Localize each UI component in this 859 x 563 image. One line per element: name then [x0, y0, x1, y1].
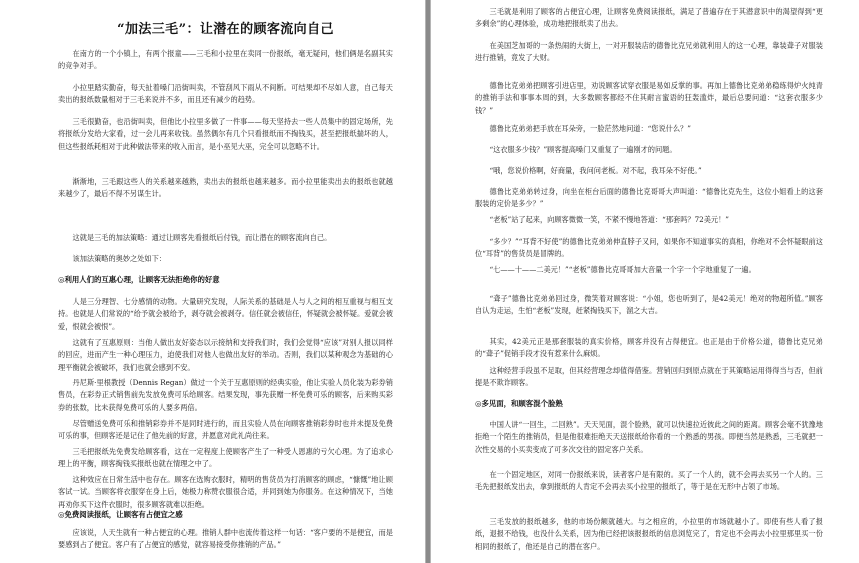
paragraph: “七——十——二美元！”“老板”德鲁比克哥哥加大音量一个字一个字地重复了一遍。 — [489, 265, 756, 274]
left-page — [0, 0, 426, 563]
paragraph: 小拉里踏实勤奋，每天扯着嗓门沿街叫卖，不管刮风下雨从不间断。可结果却不尽如人意，自己每天卖出的报纸数量相对于三毛来说并不多，而且还有减少的趋势。 — [58, 83, 393, 105]
paragraph: “哦，您说价格啊，好商量，我问问老板。对不起，我耳朵不好使。” — [489, 166, 702, 175]
paragraph: 德鲁比克弟弟把手放在耳朵旁，一脸茫然地问道：“您说什么？” — [489, 124, 691, 133]
paragraph: 这种经营手段虽不足取，但其经营理念却值得借鉴。营销回归到原点就在于其策略运用得得当与否，但前提是不欺诈顾客。 — [475, 366, 823, 388]
article-title: “加法三毛”：让潜在的顾客流向自己 — [117, 22, 334, 37]
paragraph: 在南方的一个小镇上，有两个报童——三毛和小拉里在卖同一份报纸，毫无疑问，他们俩是名副其实的竞争对手。 — [58, 49, 393, 71]
paragraph: 三毛把报纸先免费发给顾客看，这在一定程度上使顾客产生了一种受人恩惠的亏欠心理。为了追求心理上的平衡，顾客掏钱买报纸也就在情理之中了。 — [58, 447, 393, 469]
section-heading: ◎多见面，和顾客混个脸熟 — [475, 399, 563, 408]
paragraph: 中国人讲“一回生，二回熟”。天天见面，混个脸熟，就可以快速拉近彼此之间的距离。顾客会毫不犹豫地拒绝一个陌生的推销员，但是他很难拒绝天天送报纸给你看的一个熟悉的男孩。即便当然是熟悉，三毛就把一次性交易的小买卖变成了可多次交往的固定客户关系。 — [475, 420, 823, 454]
paragraph: 人是三分理智、七分感情的动物。大量研究发现，人际关系的基础是人与人之间的相互重视与相互支持。也就是人们常说的“给予就会被给予，剥夺就会被剥夺。信任就会被信任，怀疑就会被怀疑。爱就会被爱，恨就会被恨”。 — [58, 297, 393, 331]
paragraph: 三毛发放的报纸越多，他的市场份额就越大。与之相应的，小拉里的市场就越小了。即使有些人看了报纸，退报不给钱，也没什么关系，因为他已经把该报报纸的信息浏览完了，肯定也不会再去小拉里那里买一份相同的报纸了，他还是自己的潜在客户。 — [475, 517, 823, 551]
paragraph: “老板”站了起来，向顾客微微一笑，不紧不慢地答道：“那套吗？72美元！” — [489, 215, 729, 224]
paragraph: 其实，42美元正是那套服装的真实价格，顾客并没有占得便宜。也正是由于价格公道，德鲁比克兄弟的“聋子”促销手段才没有惹来什么麻烦。 — [475, 337, 823, 359]
paragraph: 该加法策略的奥妙之处如下： — [72, 254, 166, 263]
section-heading: ◎利用人们的互惠心理，让顾客无法拒绝你的好意 — [58, 275, 220, 284]
paragraph: “聋子”德鲁比克弟弟回过身，微笑着对顾客说：“小姐，您也听到了，是42美元！绝对的物超所值。”顾客自认为走运，生怕“老板”发现，赶紧掏钱买下，溜之大吉。 — [475, 294, 823, 316]
paragraph: 应该说，人天生就有一种占便宜的心理。推销人群中也流传着这样一句话：“客户要的不是便宜，而是要感到占了便宜。客户有了占便宜的感觉，就容易接受你推销的产品。” — [58, 528, 393, 550]
paragraph: 三毛很勤奋，也沿街叫卖，但他比小拉里多做了一件事——每天坚持去一些人员集中的固定场所，先将报纸分发给大家看，过一会儿再来收钱。虽然偶尔有几个只看报纸而不掏钱买，甚至把报纸揣坏的人，但这些报纸耗相对于此种做法带来的收入而言，是小巫见大巫，完全可以忽略不计。 — [58, 117, 393, 151]
right-page — [430, 0, 859, 563]
paragraph: 渐渐地，三毛跟这些人的关系越来越熟，卖出去的报纸也越来越多。而小拉里能卖出去的报纸也就越来越少了，最后不得不另谋生计。 — [58, 177, 393, 199]
paragraph: 这就是三毛的加法策略：通过让顾客先看报纸后付钱，而让潜在的顾客流向自己。 — [72, 233, 332, 242]
paragraph: 丹尼斯·里根教授（Dennis Regan）做过一个关于互惠原则的经典实验，他让实验人员化装为彩券销售员，在彩券正式销售前先发放免费可乐给顾客。结果发现，事先获赠一杯免费可乐的顾客，后来购买彩券的张数，比未获得免费可乐的人要多两倍。 — [58, 378, 393, 412]
paragraph: 尽管赠送免费可乐和推销彩券并不是同时进行的，而且实验人员在向顾客推销彩券时也并未提及免费可乐的事，但顾客还是记住了他先前的好意，并愿意对此礼尚往来。 — [58, 419, 393, 441]
paragraph: 在美国芝加哥的一条热闹的大街上，一对开服装店的德鲁比克兄弟就利用人的这一心理，靠装聋子对服装进行推销，竟发了大财。 — [475, 41, 823, 63]
paragraph: 这就有了互惠原则：当他人做出友好姿态以示接纳和支持我们时，我们会觉得“应该”对别人报以同样的回应，进而产生一种心理压力，迫使我们对他人也做出友好的举动。否则，我们以某种观念为基础的心理平衡就会被破坏，我们也就会感到不安。 — [58, 338, 393, 372]
paragraph: “这衣服多少钱？”顾客提高嗓门又重复了一遍刚才的问题。 — [489, 145, 677, 154]
paragraph: 在一个固定地区，对同一份报纸来说，读者客户是有限的。买了一个人的，就不会再去买另一个人的。三毛先把报纸发出去，拿到报纸的人肯定不会再去买小拉里的报纸了，等于是在无形中占领了市场。 — [475, 470, 823, 492]
paragraph: 三毛就是利用了顾客的占便宜心理，让顾客免费阅读报纸，满足了普遍存在于其潜意识中的渴望得到“更多剩余”的心理体验，成功地把报纸卖了出去。 — [475, 7, 823, 29]
paragraph: 德鲁比克弟弟把顾客引进店里，劝说顾客试穿衣服是易如反掌的事。再加上德鲁比克弟弟稳练得炉火纯青的推销手法和事事本周的到，大多数顾客都经不住其耐言蜜语的狂轰滥炸，最后总要问道：“这套衣服多少钱？” — [475, 81, 823, 115]
paragraph: 这种效应在日常生活中也存在。顾客在选购衣服时，精明的售货员为打消顾客的顾虑，“慷慨”地让顾客试一试。当顾客将衣服穿在身上后，她极力称赞衣服很合适，并同到她为你服务。在这种情况下，当她再劝你买下这件衣服时，很多顾客就难以拒绝。 — [58, 475, 393, 509]
paragraph: “多少？”“耳背不好使”的德鲁比克弟弟伸直脖子又问，如果你不知道事实的真相，你绝对不会怀疑眼前这位“耳背”的售货员是冒牌的。 — [475, 237, 823, 259]
section-heading: ◎免费阅读报纸，让顾客有占便宜之感 — [58, 510, 183, 519]
paragraph: 德鲁比克弟弟转过身，向坐在柜台后面的德鲁比克哥哥大声叫道：“德鲁比克先生，这位小姐看上的这套服装的定价是多少？” — [475, 187, 823, 209]
